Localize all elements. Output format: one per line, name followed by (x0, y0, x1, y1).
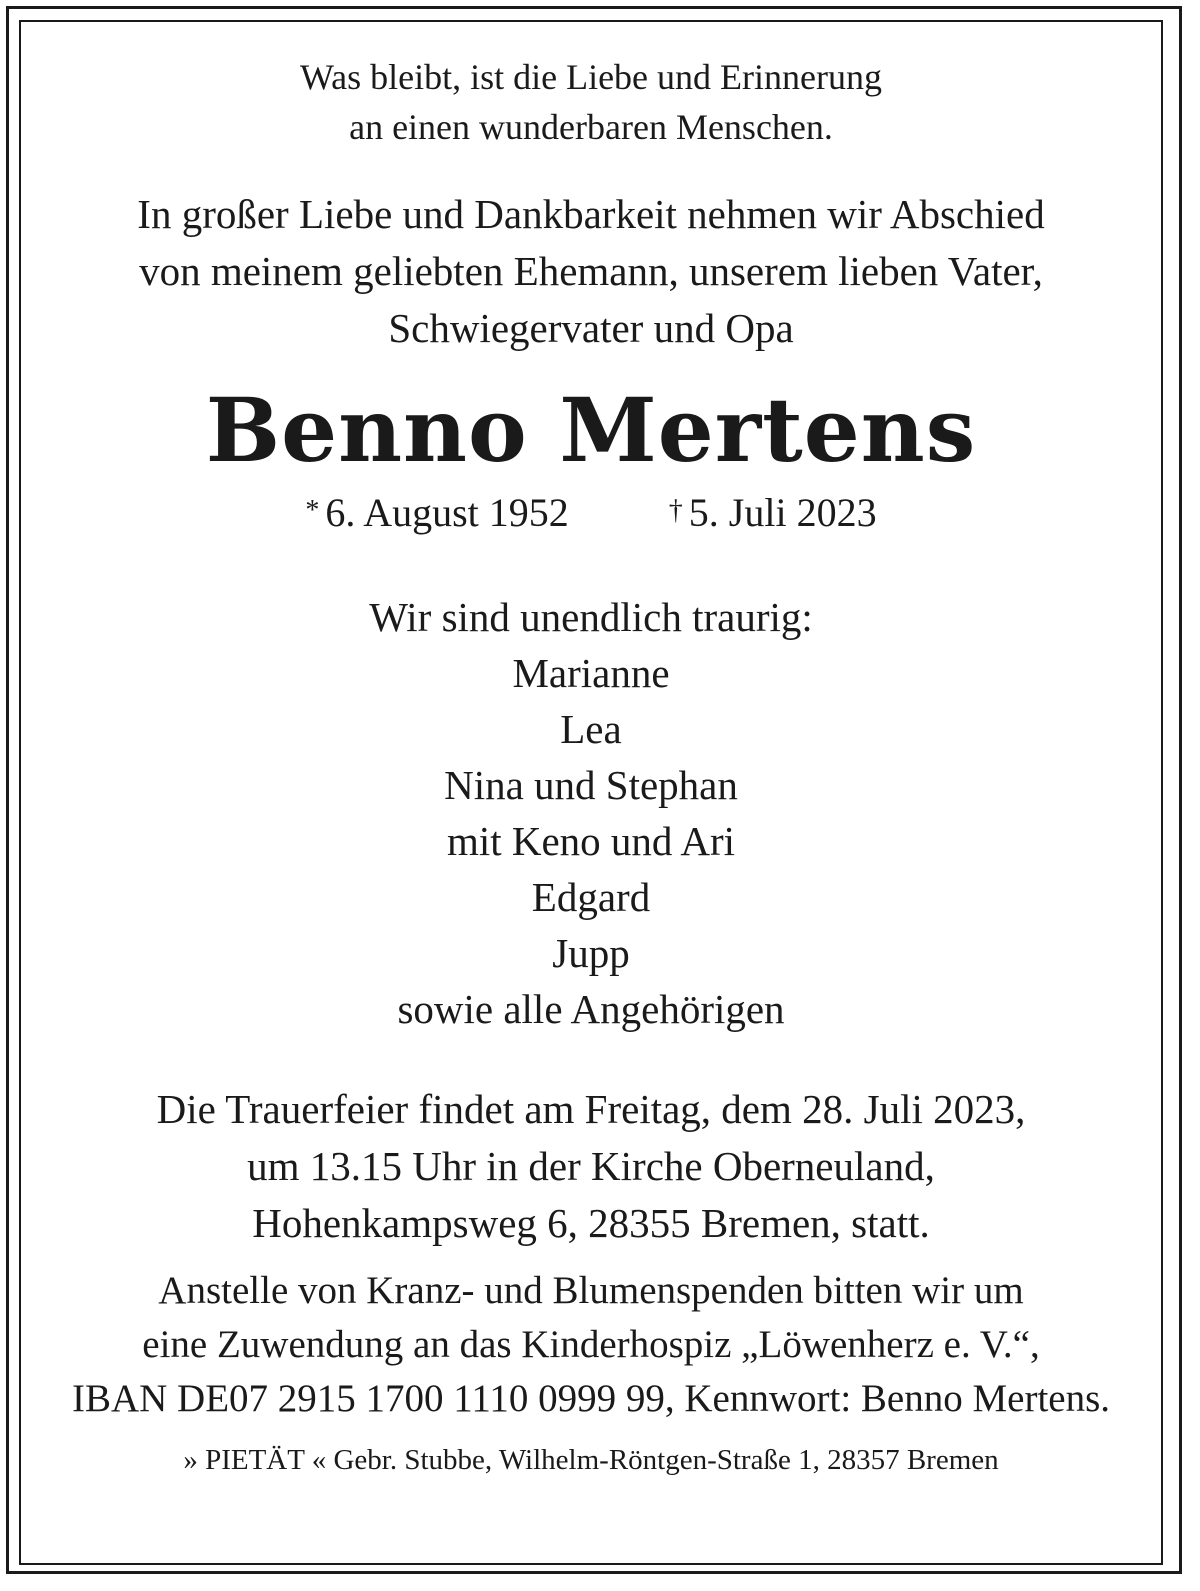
service-line: Die Trauerfeier findet am Freitag, dem 28. Juli 2023, (156, 1086, 1026, 1132)
service-info (21, 1081, 1161, 1252)
birth-date-group (305, 487, 568, 539)
motto-line: Was bleibt, ist die Liebe und Erinnerung (300, 57, 882, 97)
birth-symbol: * (305, 495, 320, 526)
intro-text (21, 186, 1161, 357)
donation-line: eine Zuwendung an das Kinderhospiz „Löwenherz e. V.“, (142, 1323, 1040, 1366)
donation-line: IBAN DE07 2915 1700 1110 0999 99, Kennwort: Benno Mertens. (71, 1377, 1111, 1420)
mourners-heading: Wir sind unendlich traurig: (369, 594, 813, 640)
life-dates (21, 487, 1161, 539)
service-line: um 13.15 Uhr in der Kirche Oberneuland, (247, 1143, 935, 1189)
deceased-name: Benno Mertens (205, 378, 977, 482)
donation-line: Anstelle von Kranz- und Blumenspenden bitten wir um (158, 1269, 1024, 1312)
motto (21, 52, 1161, 152)
death-symbol: † (668, 495, 683, 526)
intro-line: Schwiegervater und Opa (388, 305, 794, 351)
motto-line: an einen wunderbaren Menschen. (349, 107, 833, 147)
funeral-home: » PIETÄT « Gebr. Stubbe, Wilhelm-Röntgen-Straße 1, 28357 Bremen (183, 1444, 999, 1476)
mourners-list (21, 589, 1161, 1037)
death-date: 5. Juli 2023 (688, 490, 877, 535)
intro-line: von meinem geliebten Ehemann, unserem lieben Vater, (139, 248, 1043, 294)
mourner-name: Marianne (512, 650, 670, 696)
mourner-name: sowie alle Angehörigen (397, 986, 785, 1032)
mourner-name: Edgard (531, 874, 651, 920)
birth-date: 6. August 1952 (325, 490, 569, 535)
service-line: Hohenkampsweg 6, 28355 Bremen, statt. (252, 1200, 930, 1246)
death-date-group (669, 487, 877, 539)
mourner-name: mit Keno und Ari (446, 818, 736, 864)
obituary-notice (21, 22, 1161, 1482)
mourner-name: Lea (560, 706, 622, 752)
mourner-name: Jupp (552, 930, 630, 976)
mourner-name: Nina und Stephan (444, 762, 738, 808)
donation-info (21, 1264, 1161, 1426)
intro-line: In großer Liebe und Dankbarkeit nehmen wir Abschied (137, 191, 1045, 237)
